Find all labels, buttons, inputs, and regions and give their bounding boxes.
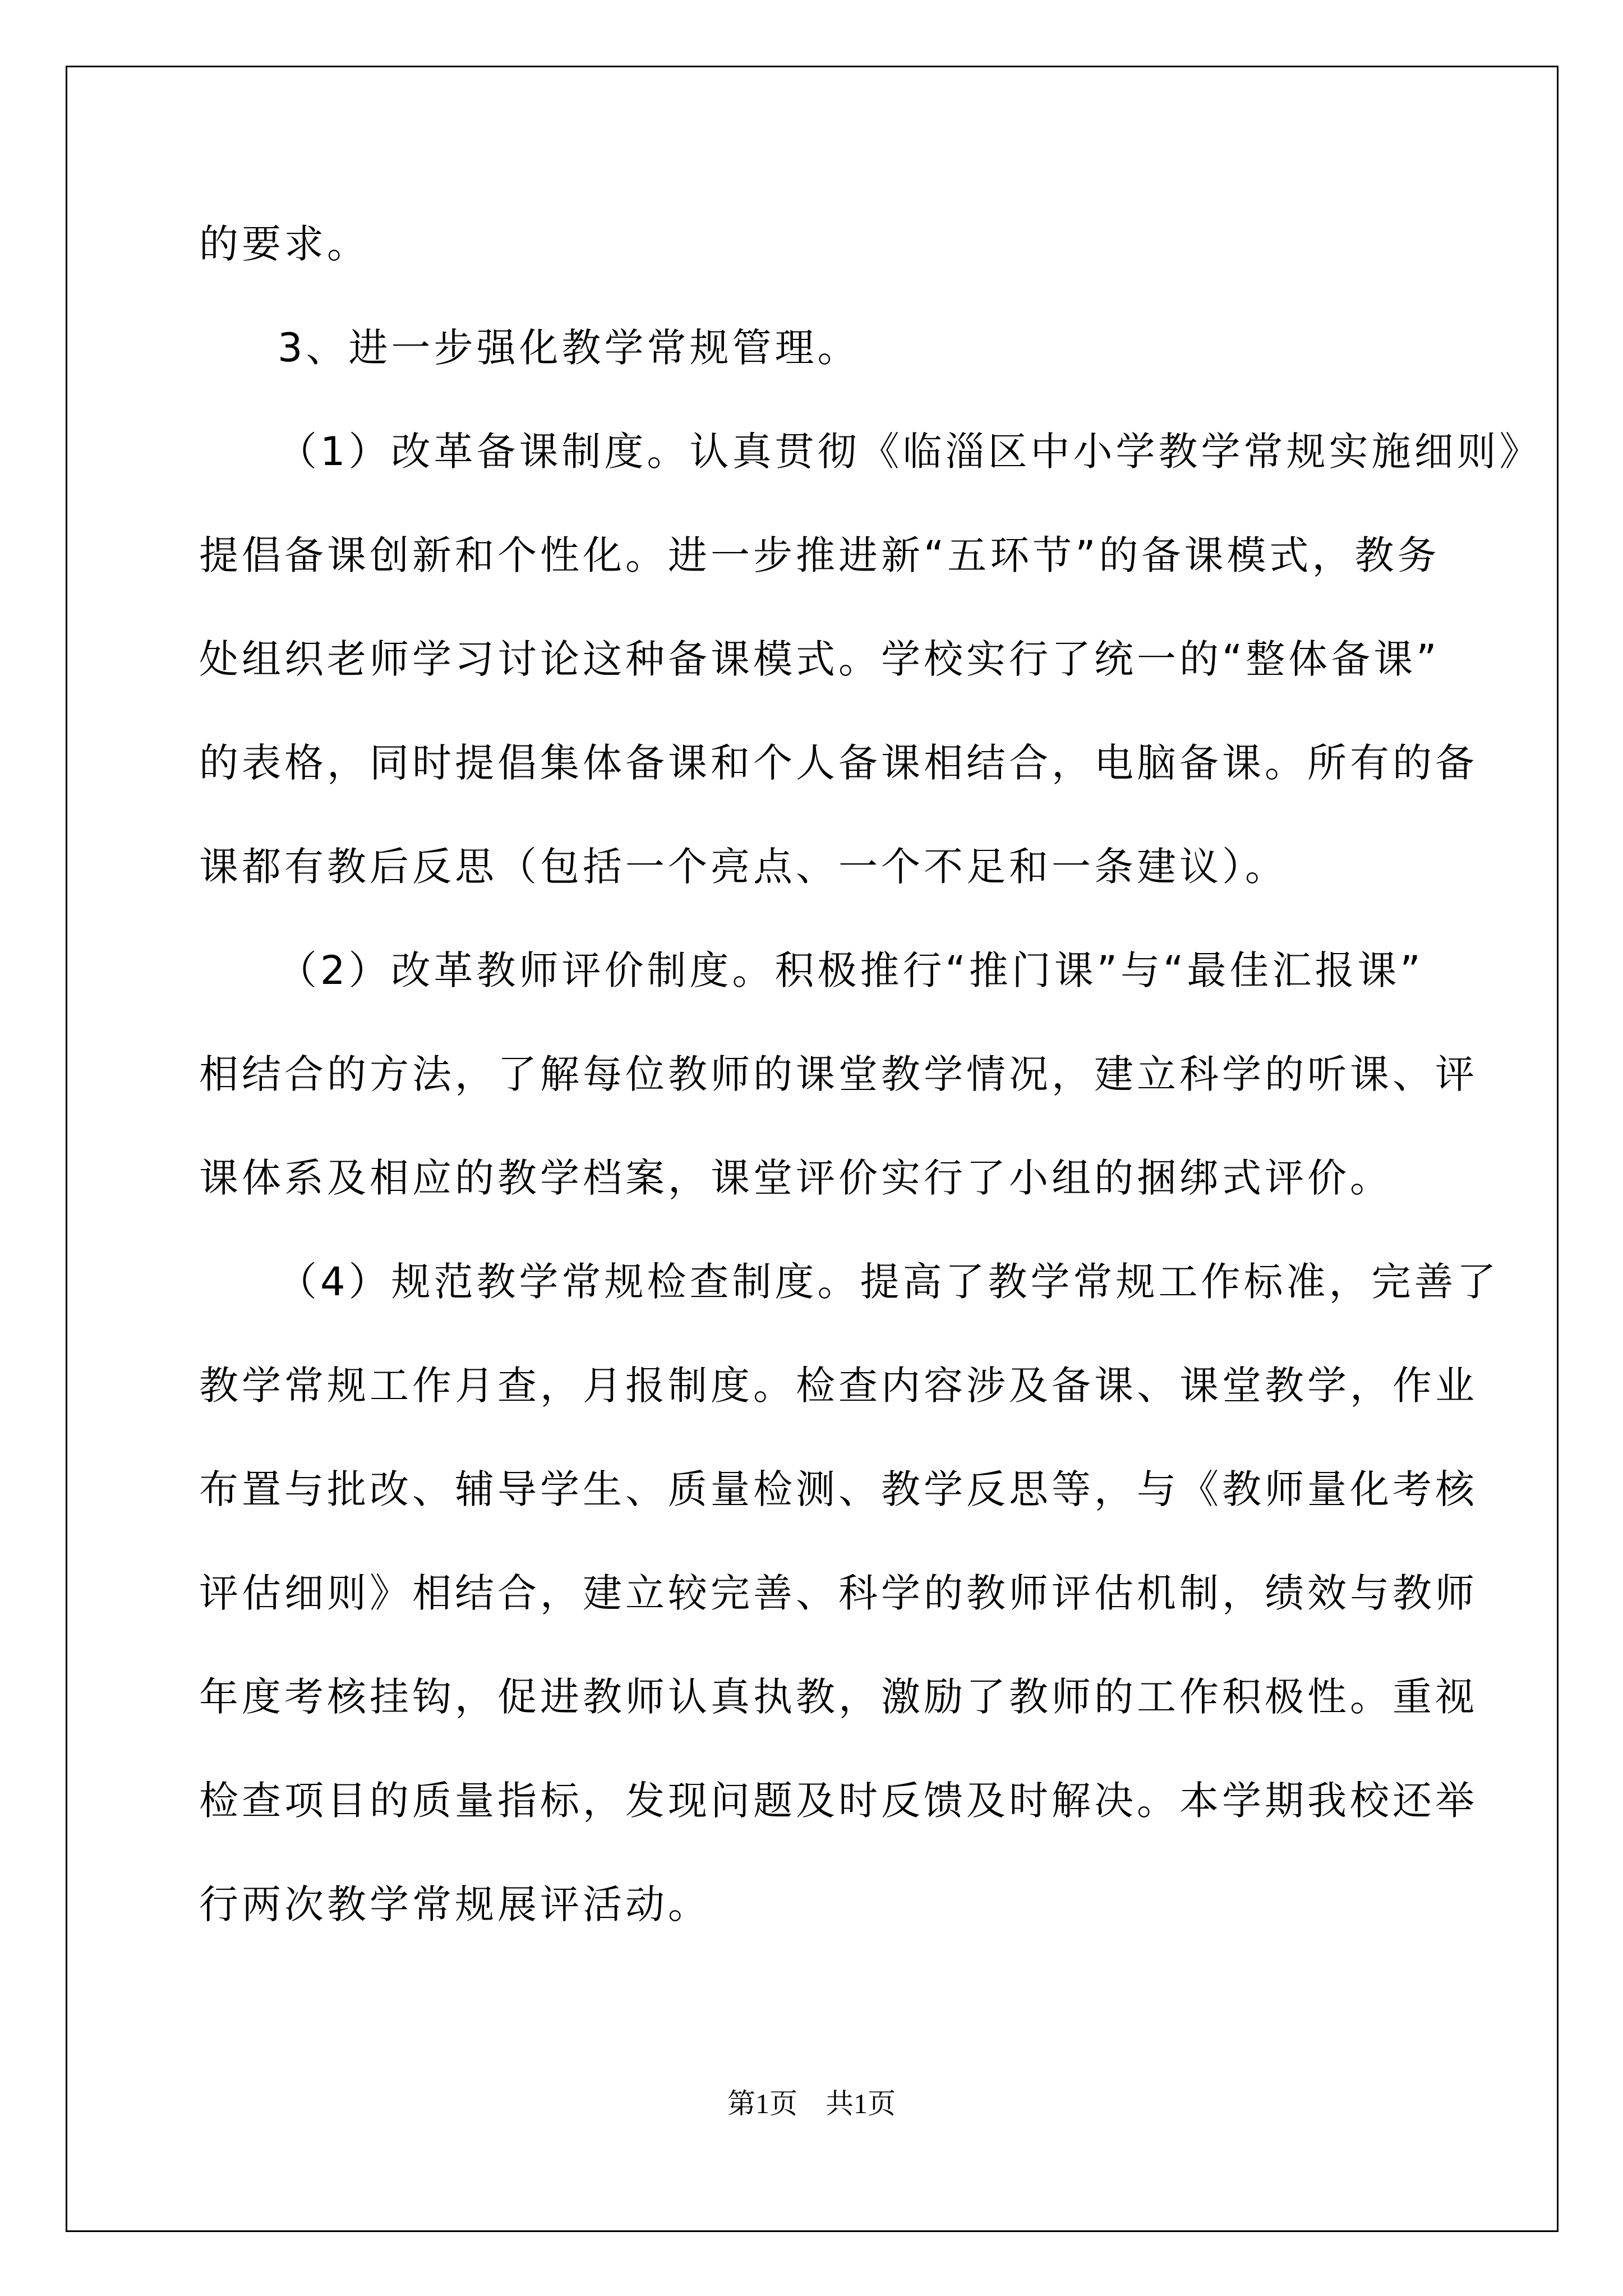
text-line: 相结合的方法，了解每位教师的课堂教学情况，建立科学的听课、评 xyxy=(199,1051,1478,1097)
text-line: 检查项目的质量指标，发现问题及时反馈及时解决。本学期我校还举 xyxy=(199,1778,1478,1824)
text-line: 行两次教学常规展评活动。 xyxy=(199,1881,711,1927)
text-line: （2）改革教师评价制度。积极推行“推门课”与“最佳汇报课” xyxy=(278,947,1424,993)
text-line: （1）改革备课制度。认真贯彻《临淄区中小学教学常规实施细则》 xyxy=(278,429,1542,475)
text-line: 课体系及相应的教学档案，课堂评价实行了小组的捆绑式评价。 xyxy=(199,1155,1393,1201)
text-line: （4）规范教学常规检查制度。提高了教学常规工作标准，完善了 xyxy=(278,1259,1500,1305)
text-line: 的要求。 xyxy=(199,221,370,267)
text-line: 的表格，同时提倡集体备课和个人备课相结合，电脑备课。所有的备 xyxy=(199,740,1478,786)
page-number: 第1页 共1页 xyxy=(727,2088,896,2119)
text-line: 布置与批改、辅导学生、质量检测、教学反思等，与《教师量化考核 xyxy=(199,1466,1478,1512)
text-line: 年度考核挂钩，促进教师认真执教，激励了教师的工作积极性。重视 xyxy=(199,1674,1478,1720)
text-line: 提倡备课创新和个性化。进一步推进新“五环节”的备课模式，教务 xyxy=(199,532,1440,578)
section-heading: 3、进一步强化教学常规管理。 xyxy=(278,325,860,371)
text-line: 课都有教后反思（包括一个亮点、一个不足和一条建议）。 xyxy=(199,844,1288,890)
text-line: 评估细则》相结合，建立较完善、科学的教师评估机制，绩效与教师 xyxy=(199,1570,1478,1616)
text-line: 教学常规工作月查，月报制度。检查内容涉及备课、课堂教学，作业 xyxy=(199,1363,1478,1409)
text-line: 处组织老师学习讨论这种备课模式。学校实行了统一的“整体备课” xyxy=(199,636,1440,682)
